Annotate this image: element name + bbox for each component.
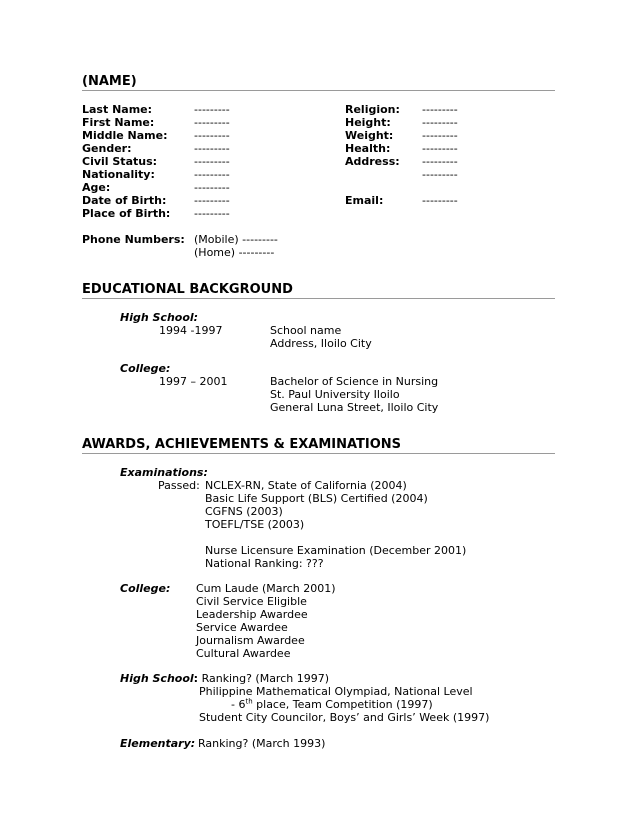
exam-item: Nurse Licensure Examination (December 2001)	[205, 544, 467, 557]
field-value: ---------	[422, 129, 458, 142]
college-award: Journalism Awardee	[196, 634, 305, 647]
field-label: Gender:	[82, 142, 132, 155]
awards-high-school-row	[120, 672, 329, 685]
education-line: School name	[270, 324, 342, 337]
field-label: Nationality:	[82, 168, 155, 181]
phone-label: Phone Numbers:	[82, 233, 185, 246]
field-label: Address:	[345, 155, 400, 168]
awards-title: AWARDS, ACHIEVEMENTS & EXAMINATIONS	[82, 437, 402, 452]
college-award: Leadership Awardee	[196, 608, 308, 621]
exam-item: Basic Life Support (BLS) Certified (2004)	[205, 492, 428, 505]
awards-high-school-label: High School	[120, 672, 194, 685]
field-value: ---------	[422, 194, 458, 207]
elementary-award: Ranking? (March 1993)	[198, 737, 326, 750]
field-label: Health:	[345, 142, 391, 155]
hs-award: Ranking? (March 1997)	[201, 672, 330, 685]
field-value: ---------	[194, 103, 230, 116]
awards-college-label: College:	[120, 582, 171, 595]
field-value: ---------	[422, 168, 458, 181]
field-value: ---------	[194, 207, 230, 220]
field-value: ---------	[194, 116, 230, 129]
college-award: Cum Laude (March 2001)	[196, 582, 336, 595]
college-award: Service Awardee	[196, 621, 288, 634]
hs-award: Student City Councilor, Boys’ and Girls’ Week (1997)	[199, 711, 490, 724]
field-value: ---------	[422, 103, 458, 116]
field-label: Height:	[345, 116, 391, 129]
label-colon: :	[193, 672, 199, 685]
field-value: ---------	[194, 155, 230, 168]
education-title: EDUCATIONAL BACKGROUND	[82, 282, 293, 297]
divider	[82, 90, 555, 91]
exam-item: CGFNS (2003)	[205, 505, 283, 518]
awards-elementary-label: Elementary:	[120, 737, 196, 750]
education-college-years: 1997 – 2001	[159, 375, 228, 388]
education-line: General Luna Street, Iloilo City	[270, 401, 439, 414]
exam-item: National Ranking: ???	[205, 557, 324, 570]
name-title: (NAME)	[82, 74, 137, 89]
exam-item: TOEFL/TSE (2003)	[205, 518, 305, 531]
field-label: Weight:	[345, 129, 394, 142]
field-value: ---------	[194, 181, 230, 194]
placing-text: place, Team Competition (1997)	[252, 698, 433, 711]
hs-award: Philippine Mathematical Olympiad, National Level	[199, 685, 473, 698]
field-label: Place of Birth:	[82, 207, 171, 220]
divider	[82, 453, 555, 454]
field-value: ---------	[194, 142, 230, 155]
field-label: Last Name:	[82, 103, 153, 116]
field-value: ---------	[422, 142, 458, 155]
field-value: ---------	[194, 168, 230, 181]
field-label: First Name:	[82, 116, 155, 129]
field-label: Date of Birth:	[82, 194, 167, 207]
field-label: Email:	[345, 194, 384, 207]
field-label: Civil Status:	[82, 155, 158, 168]
field-label: Religion:	[345, 103, 400, 116]
field-value: ---------	[422, 155, 458, 168]
education-college-label: College:	[120, 362, 171, 375]
field-label: Middle Name:	[82, 129, 168, 142]
college-award: Cultural Awardee	[196, 647, 291, 660]
awards-passed-label: Passed:	[158, 479, 200, 492]
education-high-school-years: 1994 -1997	[159, 324, 223, 337]
field-label: Age:	[82, 181, 111, 194]
exam-item: NCLEX-RN, State of California (2004)	[205, 479, 407, 492]
field-value: ---------	[194, 194, 230, 207]
phone-mobile: (Mobile) ---------	[194, 233, 278, 246]
divider	[82, 298, 555, 299]
education-line: Address, Iloilo City	[270, 337, 372, 350]
field-value: ---------	[422, 116, 458, 129]
field-value: ---------	[194, 129, 230, 142]
education-line: St. Paul University Iloilo	[270, 388, 400, 401]
placing-suffix: th	[245, 697, 253, 706]
college-award: Civil Service Eligible	[196, 595, 307, 608]
awards-exams-label: Examinations:	[120, 466, 208, 479]
placing-number: - 6	[231, 698, 246, 711]
hs-award-placing	[231, 698, 433, 711]
education-line: Bachelor of Science in Nursing	[270, 375, 439, 388]
phone-home: (Home) ---------	[194, 246, 275, 259]
education-high-school-label: High School:	[120, 311, 199, 324]
